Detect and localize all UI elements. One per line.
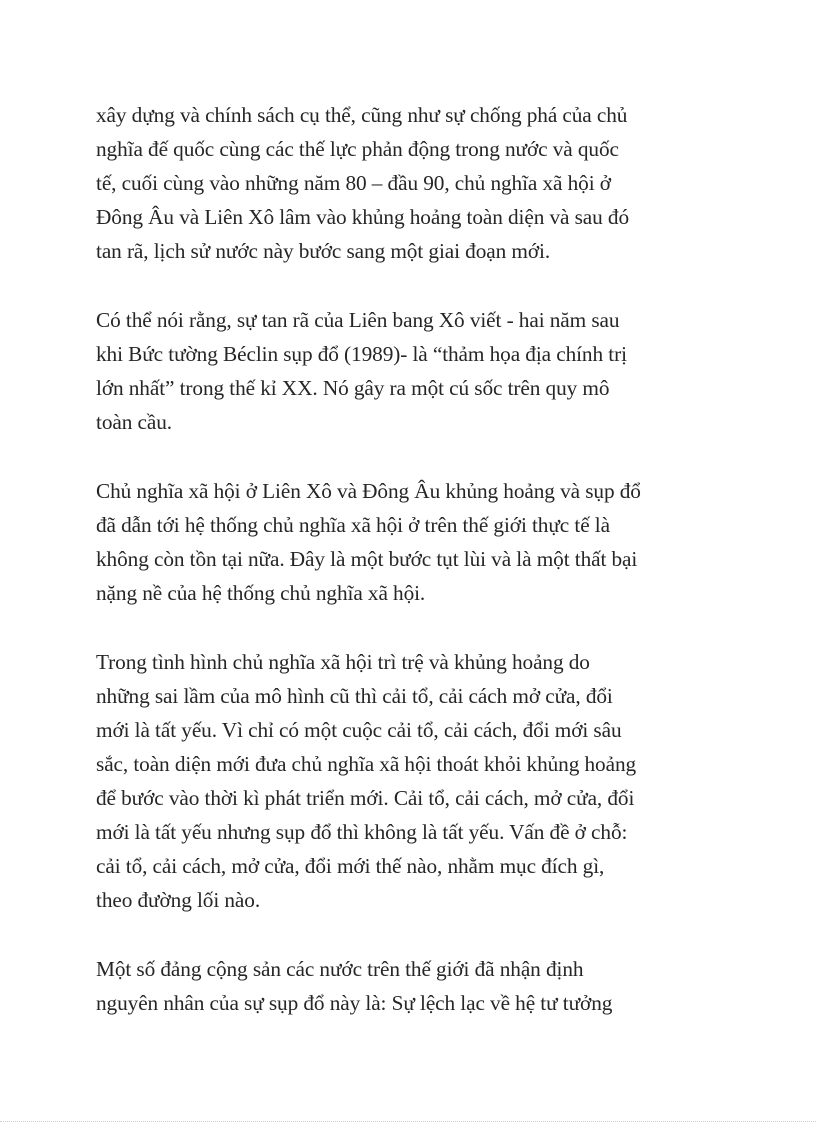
text-line: nghĩa đế quốc cùng các thế lực phản động trong nước và quốc <box>96 137 619 162</box>
paragraph <box>96 952 736 1020</box>
paragraph <box>96 645 736 918</box>
text-line: những sai lầm của mô hình cũ thì cải tổ, cải cách mở cửa, đổi <box>96 683 613 708</box>
text-line: sắc, toàn diện mới đưa chủ nghĩa xã hội thoát khỏi khủng hoảng <box>96 752 637 776</box>
paragraph <box>96 98 736 268</box>
text-line: toàn cầu. <box>96 410 172 435</box>
text-line: mới là tất yếu nhưng sụp đổ thì không là tất yếu. Vấn đề ở chỗ: <box>96 820 628 845</box>
text-line: Một số đảng cộng sản các nước trên thế giới đã nhận định <box>96 956 584 981</box>
text-line: cải tổ, cải cách, mở cửa, đổi mới thế nào, nhằm mục đích gì, <box>96 854 605 879</box>
text-line: theo đường lối nào. <box>96 888 261 913</box>
text-line: Chủ nghĩa xã hội ở Liên Xô và Đông Âu khủng hoảng và sụp đổ <box>96 478 641 503</box>
text-line: tan rã, lịch sử nước này bước sang một giai đoạn mới. <box>96 239 551 264</box>
text-line: đã dẫn tới hệ thống chủ nghĩa xã hội ở trên thế giới thực tế là <box>96 512 610 537</box>
text-line: xây dựng và chính sách cụ thể, cũng như sự chống phá của chủ <box>96 103 628 127</box>
text-line: tế, cuối cùng vào những năm 80 – đầu 90, chủ nghĩa xã hội ở <box>96 171 611 196</box>
text-line: nguyên nhân của sự sụp đổ này là: Sự lệch lạc về hệ tư tưởng <box>96 991 613 1016</box>
text-line: Trong tình hình chủ nghĩa xã hội trì trệ và khủng hoảng do <box>96 649 590 674</box>
text-line: Đông Âu và Liên Xô lâm vào khủng hoảng toàn diện và sau đó <box>96 205 630 230</box>
document-body <box>96 98 736 1055</box>
text-line: để bước vào thời kì phát triển mới. Cải tổ, cải cách, mở cửa, đổi <box>96 786 635 811</box>
text-line: mới là tất yếu. Vì chỉ có một cuộc cải tổ, cải cách, đổi mới sâu <box>96 717 622 742</box>
text-line: Có thể nói rằng, sự tan rã của Liên bang Xô viết - hai năm sau <box>96 307 620 332</box>
paragraph <box>96 474 736 610</box>
text-line: không còn tồn tại nữa. Đây là một bước tụt lùi và là một thất bại <box>96 547 638 572</box>
page-bottom-divider <box>0 1121 816 1122</box>
paragraph <box>96 303 736 439</box>
text-line: khi Bức tường Béclin sụp đổ (1989)- là “thảm họa địa chính trị <box>96 342 627 367</box>
text-line: lớn nhất” trong thế kỉ XX. Nó gây ra một cú sốc trên quy mô <box>96 376 610 401</box>
text-line: nặng nề của hệ thống chủ nghĩa xã hội. <box>96 581 426 606</box>
